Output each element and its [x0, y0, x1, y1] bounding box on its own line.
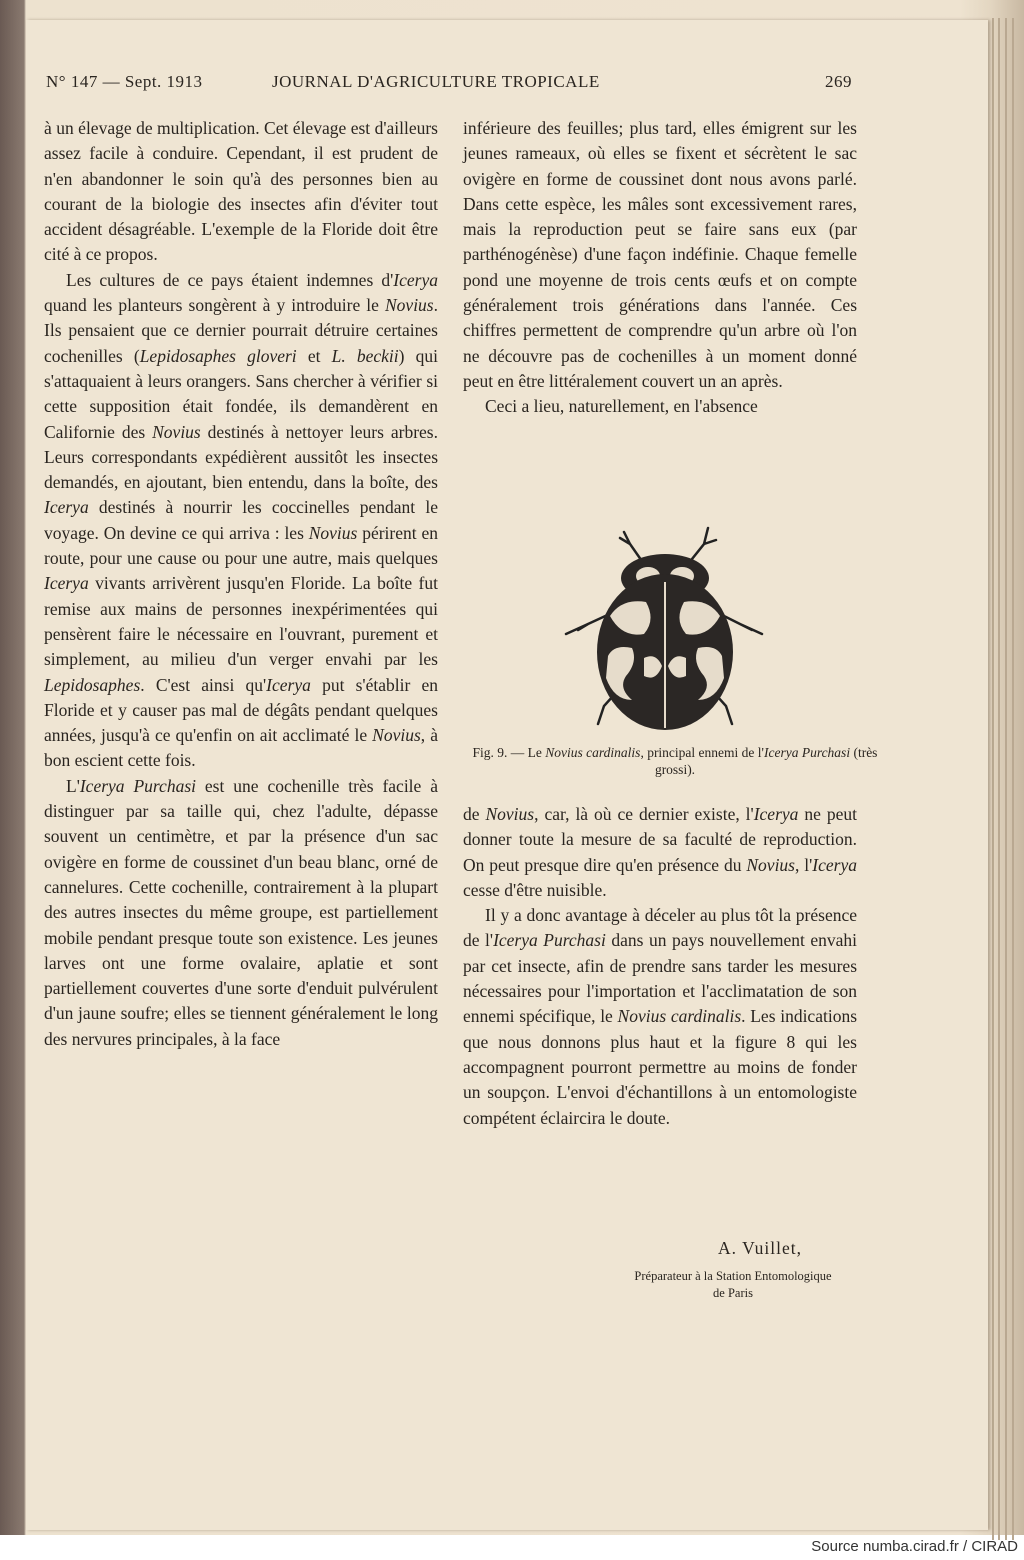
author-role [600, 1268, 866, 1302]
paragraph: L'Icerya Purchasi est une cochenille très facile à distinguer par sa taille qui, chez l'adulte, dépasse souvent un centimètre, et par la présence d'un sac ovigère en forme de coussinet d'un beau blanc, orné de cannelures. Cette cochenille, contrairement à la plupart des autres insectes du même groupe, est partiellement mobile pendant presque toute son existence. Les jeunes larves ont une forme ovalaire, aplatie et sont partiellement couvertes d'une sorte d'enduit pulvérulent d'un jaune soufre; elles se tiennent généralement le long des nervures principales, à la face [44, 775, 438, 1049]
column-left [44, 116, 438, 1052]
paragraph: de Novius, car, là où ce dernier existe, l'Icerya ne peut donner toute la mesure de sa faculté de reproduction. On peut presque dire qu'en présence du Novius, l'Icerya cesse d'être nuisible. [463, 804, 857, 900]
page-stack-edge [1012, 18, 1014, 1540]
page-stack-edge [1005, 18, 1007, 1540]
novius-cardinalis-illustration [548, 516, 780, 738]
journal-title: JOURNAL D'AGRICULTURE TROPICALE [272, 72, 600, 91]
paragraph: Les cultures de ce pays étaient indemnes d'Icerya quand les planteurs songèrent à y introduire le Novius. Ils pensaient que ce dernier pourrait détruire certaines cochenilles (Lepidosaphes gloveri et L. beckii) qui s'attaquaient à leurs orangers. Sans chercher à vérifier si cette supposition était fondée, ils demandèrent en Californie des Novius destinés à nettoyer leurs arbres. Leurs correspondants expédièrent aussitôt les insectes demandés, en ajoutant, bien entendu, dans la boîte, des Icerya destinés à nourrir les coccinelles pendant le voyage. On devine ce qui arriva : les Novius périrent en route, pour une cause ou pour une autre, mais quelques Icerya vivants arrivèrent jusqu'en Floride. La boîte fut remise aux mains de personnes inexpérimentées qui pensèrent faire le nécessaire en l'ouvrant, purement et simplement, au milieu d'un verger envahi par les Lepidosaphes. C'est ainsi qu'Icerya put s'établir en Floride et y causer pas mal de dégâts pendant quelques années, jusqu'à ce qu'enfin on ait acclimaté le Novius, à bon escient cette fois. [44, 269, 438, 771]
figure-caption: Fig. 9. — Le Novius cardinalis, principal ennemi de l'Icerya Purchasi (très grossi). [472, 745, 878, 777]
paragraph: Il y a donc avantage à déceler au plus tôt la présence de l'Icerya Purchasi dans un pays nouvellement envahi par cet insecte, afin de prendre sans tarder les mesures nécessaires pour l'importation et l'acclimatation de son ennemi spécifique, le Novius cardinalis. Les indications que nous donnons plus haut et la figure 8 qui les accompagnent pourront permettre au moins de fonder un soupçon. L'envoi d'échantillons à un entomologiste compétent éclaircira le doute. [463, 905, 858, 1128]
page-stack-edge [998, 18, 1000, 1540]
source-credit: Source numba.cirad.fr / CIRAD [811, 1538, 1018, 1555]
column-right-top [463, 116, 857, 420]
paragraph: à un élevage de multiplication. Cet élevage est d'ailleurs assez facile à conduire. Cependant, il est prudent de n'en abandonner le soin qu'à des personnes bien au courant de la biologie des insectes afin d'éviter tout accident désagréable. L'exemple de la Floride doit être cité à ce propos. [44, 118, 438, 265]
paragraph: Ceci a lieu, naturellement, en l'absence [485, 396, 758, 417]
column-right-bottom [463, 802, 857, 1131]
author-name: A. Vuillet, [718, 1238, 802, 1258]
beetle-figure [548, 516, 780, 738]
page-number: 269 [825, 72, 852, 91]
paragraph: inférieure des feuilles; plus tard, elles émigrent sur les jeunes rameaux, où elles se fixent et sécrètent le sac ovigère en forme de coussinet dont nous avons parlé. Dans cette espèce, les mâles sont excessivement rares, mais la reproduction peut se faire sans eux (par parthénogénèse) d'une façon indéfinie. Chaque femelle pond une moyenne de trois cents œufs et on compte généralement trois générations dans l'année. Ces chiffres permettent de comprendre qu'un arbre où l'on ne découvre pas de cochenilles à un moment donné peut en être littéralement couvert un an après. [463, 118, 857, 391]
issue-info: N° 147 — Sept. 1913 [46, 72, 203, 91]
running-header [46, 72, 858, 100]
author-role-line1: Préparateur à la Station Entomologique [634, 1269, 832, 1283]
author-role-line2: de Paris [713, 1286, 753, 1300]
page-stack-edge [992, 18, 994, 1540]
